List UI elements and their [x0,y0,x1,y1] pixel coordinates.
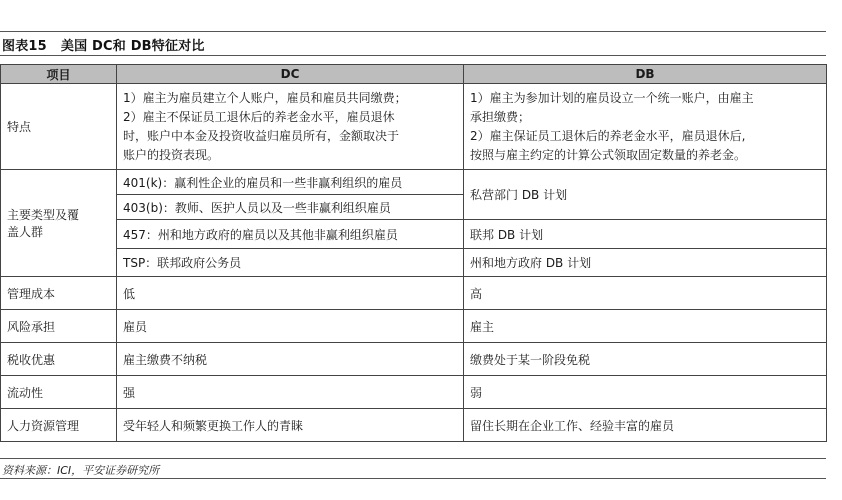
features-dc [117,84,464,170]
row-label: 税收优惠 [1,343,117,376]
source-note: 资料来源：ICI，平安证券研究所 [2,464,160,477]
types-row [1,170,827,195]
features-label: 特点 [1,84,117,170]
features-dc-line: 账户的投资表现。 [123,147,220,162]
row-label: 风险承担 [1,310,117,343]
features-db-line: 1）雇主为参加计划的雇员设立一个统一账户，由雇主 [470,90,754,105]
features-db [464,84,827,170]
row-dc: 受年轻人和频繁更换工作人的青睐 [117,409,464,442]
figure-title: 美国 DC和 DB特征对比 [60,39,205,54]
top-rule [0,31,826,32]
row-dc: 雇主缴费不纳税 [117,343,464,376]
row-dc: 强 [117,376,464,409]
features-db-line: 2）雇主保证员工退休后的养老金水平，雇员退休后, [470,128,746,143]
row-dc: 低 [117,277,464,310]
types-dc-cell: 401(k)：赢利性企业的雇员和一些非赢利组织的雇员 [117,170,464,195]
types-label-line: 主要类型及覆 [7,208,80,222]
row-label: 流动性 [1,376,117,409]
header-item: 项目 [1,65,117,84]
table-row [1,343,827,376]
table-row [1,376,827,409]
types-db-cell: 私营部门 DB 计划 [464,170,827,220]
row-db: 缴费处于某一阶段免税 [464,343,827,376]
types-dc-cell: TSP：联邦政府公务员 [117,249,464,277]
row-db: 弱 [464,376,827,409]
types-row [1,249,827,277]
source-rule [0,458,826,459]
features-dc-line: 1）雇主为雇员建立个人账户，雇员和雇员共同缴费； [123,90,407,105]
figure-number: 图表15 [2,39,47,54]
features-db-line: 按照与雇主约定的计算公式领取固定数量的养老金。 [470,147,747,162]
types-dc-cell: 457：州和地方政府的雇员以及其他非赢利组织雇员 [117,220,464,249]
types-dc-cell: 403(b)：教师、医护人员以及一些非赢利组织雇员 [117,195,464,220]
row-db: 雇主 [464,310,827,343]
row-dc: 雇员 [117,310,464,343]
row-db: 高 [464,277,827,310]
comparison-table [0,64,827,442]
types-label-line: 盖人群 [7,225,44,239]
table-row [1,310,827,343]
features-dc-line: 2）雇主不保证员工退休后的养老金水平，雇员退休 [123,109,395,124]
row-label: 人力资源管理 [1,409,117,442]
features-row [1,84,827,170]
types-label [1,170,117,277]
types-row [1,220,827,249]
header-dc: DC [117,65,464,84]
figure-caption [2,35,205,54]
features-dc-line: 时，账户中本金及投资收益归雇员所有，金额取决于 [123,128,400,143]
bottom-rule [0,478,826,479]
header-db: DB [464,65,827,84]
caption-rule [0,55,826,56]
row-db: 留住长期在企业工作、经验丰富的雇员 [464,409,827,442]
row-label: 管理成本 [1,277,117,310]
types-db-cell: 州和地方政府 DB 计划 [464,249,827,277]
header-row [1,65,827,84]
table-row [1,409,827,442]
table-row [1,277,827,310]
features-db-line: 承担缴费； [470,109,531,124]
types-db-cell: 联邦 DB 计划 [464,220,827,249]
